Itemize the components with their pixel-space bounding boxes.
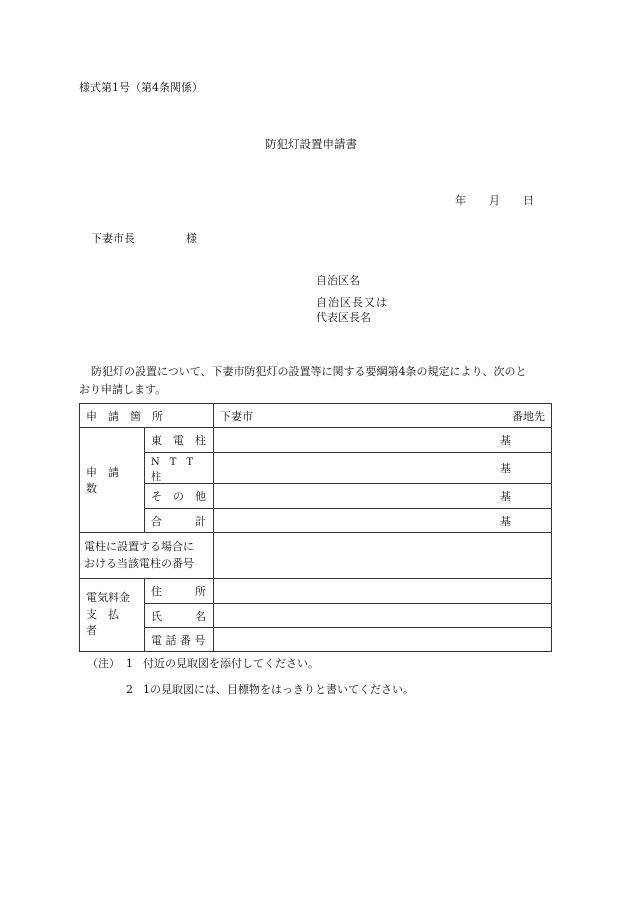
count-value-field[interactable] [214, 509, 552, 533]
count-row-label: そ の 他 [145, 484, 214, 509]
count-unit: 基 [500, 462, 511, 475]
note-text: 1の見取図には、目標物をはっきりと書いてください。 [143, 683, 414, 696]
document-title: 防犯灯設置申請書 [265, 137, 357, 151]
count-row-label: 東 電 柱 [145, 428, 214, 453]
count-row [80, 484, 552, 509]
payer-row-label: 電 話 番 号 [145, 628, 214, 652]
payer-row [80, 604, 552, 628]
count-label: 申 請 数 [80, 428, 145, 533]
payer-row [80, 579, 552, 604]
count-row [80, 509, 552, 533]
intro-line-1: 防犯灯の設置について、下妻市防犯灯の設置等に関する要綱第4条の規定により、次のと [91, 365, 527, 378]
count-row-label: N T T 柱 [145, 453, 214, 484]
payer-row [80, 628, 552, 652]
form-number: 様式第1号（第4条関係） [79, 81, 203, 94]
date-day: 日 [523, 194, 534, 207]
location-city[interactable]: 下妻市 [214, 404, 483, 428]
payer-row-label: 住 所 [145, 579, 214, 604]
note-number: 1 [126, 657, 133, 670]
payer-name-field[interactable] [214, 604, 552, 628]
location-suffix: 番地先 [483, 404, 552, 428]
note-number: 2 [126, 683, 133, 696]
pole-number-field[interactable] [214, 533, 552, 579]
notes-prefix: （注） [87, 657, 120, 670]
location-label: 申 請 箇 所 [80, 404, 214, 428]
application-table [79, 403, 552, 652]
date-month: 月 [489, 194, 500, 207]
payer-label [80, 579, 145, 652]
payer-row-label: 氏 名 [145, 604, 214, 628]
payer-phone-field[interactable] [214, 628, 552, 652]
head-label-1: 自治区長又は [316, 296, 388, 309]
pole-number-label [80, 533, 214, 579]
count-value-field[interactable] [214, 484, 552, 509]
date-year: 年 [455, 194, 466, 207]
head-label-2: 代表区長名 [316, 311, 371, 324]
count-row [80, 453, 552, 484]
count-row-label: 合 計 [145, 509, 214, 533]
count-value-field[interactable] [214, 453, 552, 484]
intro-line-2: おり申請します。 [79, 383, 167, 396]
count-unit: 基 [500, 434, 511, 447]
count-row [80, 428, 552, 453]
count-value-field[interactable] [214, 428, 552, 453]
payer-label-line-1: 電気料金 [86, 591, 130, 605]
addressee-honorific: 様 [186, 232, 197, 245]
district-label: 自治区名 [316, 274, 360, 287]
addressee-name: 下妻市長 [91, 232, 135, 245]
pole-label-line-1: 電柱に設置する場合に [84, 540, 194, 553]
location-row [80, 404, 552, 428]
count-unit: 基 [500, 490, 511, 503]
pole-label-line-2: おける当該電柱の番号 [84, 556, 194, 570]
note-text: 付近の見取図を添付してください。 [143, 657, 319, 670]
count-unit: 基 [500, 514, 511, 528]
payer-address-field[interactable] [214, 579, 552, 604]
pole-number-row [80, 533, 552, 579]
payer-label-line-2: 支 払 者 [86, 607, 130, 638]
